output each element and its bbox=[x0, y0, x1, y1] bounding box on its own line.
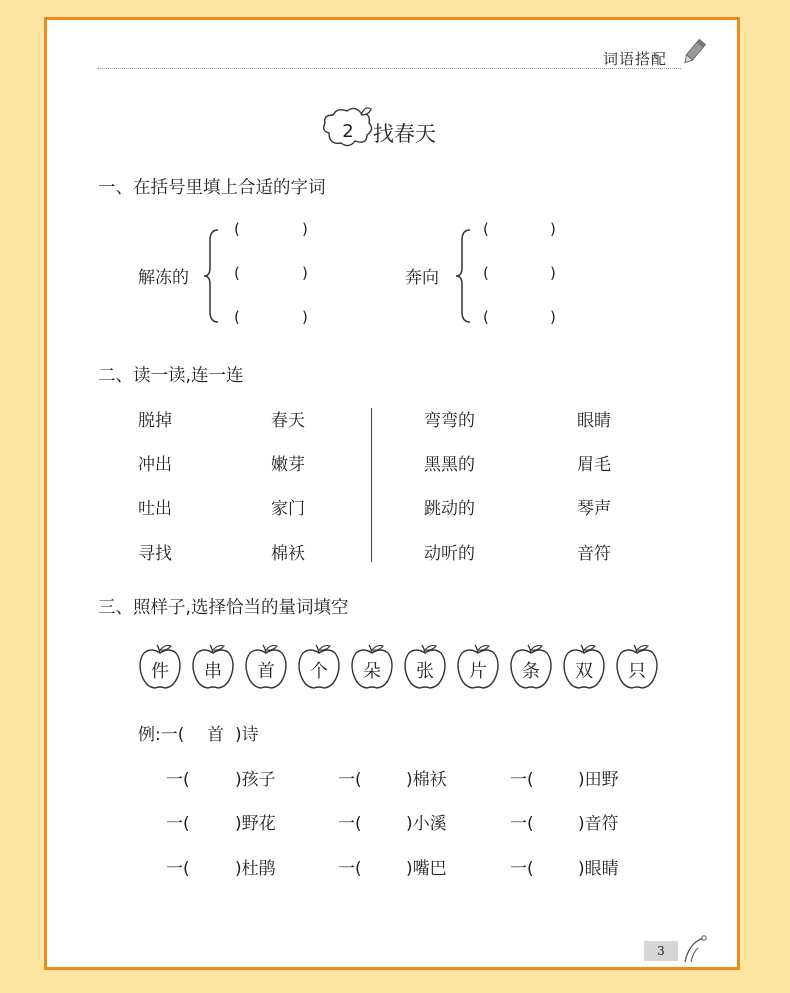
page-corner-deco-icon bbox=[682, 934, 708, 968]
fill-blank-prefix[interactable]: 一( bbox=[510, 814, 534, 834]
fill-blank-prefix[interactable]: 一( bbox=[510, 859, 534, 879]
apple-word: 个 bbox=[310, 661, 328, 682]
fill-blank-noun: )棉袄 bbox=[406, 770, 447, 790]
pencil-icon bbox=[681, 37, 707, 71]
match-right-item[interactable]: 音符 bbox=[577, 544, 611, 564]
lesson-title: 找春天 bbox=[373, 122, 436, 146]
fill-blank-noun: )杜鹃 bbox=[235, 859, 276, 879]
measure-word-apple[interactable] bbox=[296, 643, 342, 691]
measure-word-apple[interactable] bbox=[561, 643, 607, 691]
apple-word: 只 bbox=[628, 661, 646, 682]
workbook-page bbox=[44, 17, 740, 970]
match-right-item[interactable]: 家门 bbox=[271, 499, 305, 519]
right-word: 奔向 bbox=[405, 268, 439, 288]
match-left-item[interactable]: 吐出 bbox=[138, 499, 172, 519]
measure-word-apple[interactable] bbox=[190, 643, 236, 691]
match-left-item[interactable]: 弯弯的 bbox=[424, 411, 475, 431]
fill-blank-noun: )眼睛 bbox=[578, 859, 619, 879]
header-title: 词语搭配 bbox=[603, 50, 668, 68]
fill-blank-noun: )野花 bbox=[235, 814, 276, 834]
blank-paren-open[interactable]: ( bbox=[483, 264, 489, 282]
measure-word-apple[interactable] bbox=[243, 643, 289, 691]
lesson-number: 2 bbox=[342, 121, 354, 142]
section1-title: 一、在括号里填上合适的字词 bbox=[98, 178, 326, 198]
match-left-item[interactable]: 黑黑的 bbox=[424, 455, 475, 475]
match-right-item[interactable]: 春天 bbox=[271, 411, 305, 431]
blank-paren-open[interactable]: ( bbox=[234, 264, 240, 282]
fill-blank-prefix[interactable]: 一( bbox=[510, 770, 534, 790]
example-suffix: )诗 bbox=[235, 725, 259, 745]
blank-paren-open[interactable]: ( bbox=[234, 308, 240, 326]
left-word: 解冻的 bbox=[138, 268, 189, 288]
apple-word: 串 bbox=[204, 661, 222, 682]
match-left-item[interactable]: 寻找 bbox=[138, 544, 172, 564]
fill-blank-noun: )音符 bbox=[578, 814, 619, 834]
blank-paren-close[interactable]: ) bbox=[550, 220, 556, 238]
header-divider bbox=[97, 68, 681, 69]
fill-blank-prefix[interactable]: 一( bbox=[338, 814, 362, 834]
match-left-item[interactable]: 跳动的 bbox=[424, 499, 475, 519]
blank-paren-open[interactable]: ( bbox=[234, 220, 240, 238]
match-right-item[interactable]: 嫩芽 bbox=[271, 455, 305, 475]
page-number: 3 bbox=[644, 941, 678, 961]
column-divider bbox=[371, 408, 372, 562]
blank-paren-open[interactable]: ( bbox=[483, 220, 489, 238]
left-brace bbox=[202, 228, 220, 324]
match-right-item[interactable]: 琴声 bbox=[577, 499, 611, 519]
fill-blank-prefix[interactable]: 一( bbox=[338, 770, 362, 790]
match-left-item[interactable]: 动听的 bbox=[424, 544, 475, 564]
blank-paren-close[interactable]: ) bbox=[550, 264, 556, 282]
apple-word: 朵 bbox=[363, 661, 381, 682]
apple-word: 张 bbox=[416, 661, 434, 682]
fill-blank-prefix[interactable]: 一( bbox=[338, 859, 362, 879]
match-left-item[interactable]: 冲出 bbox=[138, 455, 172, 475]
blank-paren-close[interactable]: ) bbox=[550, 308, 556, 326]
blank-paren-close[interactable]: ) bbox=[302, 220, 308, 238]
measure-word-apple[interactable] bbox=[137, 643, 183, 691]
match-right-item[interactable]: 眼睛 bbox=[577, 411, 611, 431]
measure-word-apple[interactable] bbox=[455, 643, 501, 691]
apple-word: 片 bbox=[469, 661, 487, 682]
right-brace bbox=[454, 228, 472, 324]
match-right-item[interactable]: 眉毛 bbox=[577, 455, 611, 475]
fill-blank-prefix[interactable]: 一( bbox=[166, 859, 190, 879]
blank-paren-open[interactable]: ( bbox=[483, 308, 489, 326]
blank-paren-close[interactable]: ) bbox=[302, 308, 308, 326]
fill-blank-prefix[interactable]: 一( bbox=[166, 814, 190, 834]
measure-word-apple[interactable] bbox=[402, 643, 448, 691]
apple-word: 条 bbox=[522, 661, 540, 682]
section3-title: 三、照样子,选择恰当的量词填空 bbox=[98, 598, 349, 618]
match-right-item[interactable]: 棉袄 bbox=[271, 544, 305, 564]
measure-word-apple[interactable] bbox=[614, 643, 660, 691]
fill-blank-noun: )小溪 bbox=[406, 814, 447, 834]
example-answer: 首 bbox=[207, 725, 224, 745]
fill-blank-noun: )田野 bbox=[578, 770, 619, 790]
apple-word: 双 bbox=[575, 661, 593, 682]
fill-blank-noun: )嘴巴 bbox=[406, 859, 447, 879]
example-prefix: 例:一( bbox=[138, 725, 185, 745]
section2-title: 二、读一读,连一连 bbox=[98, 366, 244, 386]
measure-word-apple[interactable] bbox=[349, 643, 395, 691]
measure-word-apple[interactable] bbox=[508, 643, 554, 691]
apple-word: 件 bbox=[151, 661, 169, 682]
apple-word: 首 bbox=[257, 661, 275, 682]
fill-blank-noun: )孩子 bbox=[235, 770, 276, 790]
blank-paren-close[interactable]: ) bbox=[302, 264, 308, 282]
fill-blank-prefix[interactable]: 一( bbox=[166, 770, 190, 790]
match-left-item[interactable]: 脱掉 bbox=[138, 411, 172, 431]
